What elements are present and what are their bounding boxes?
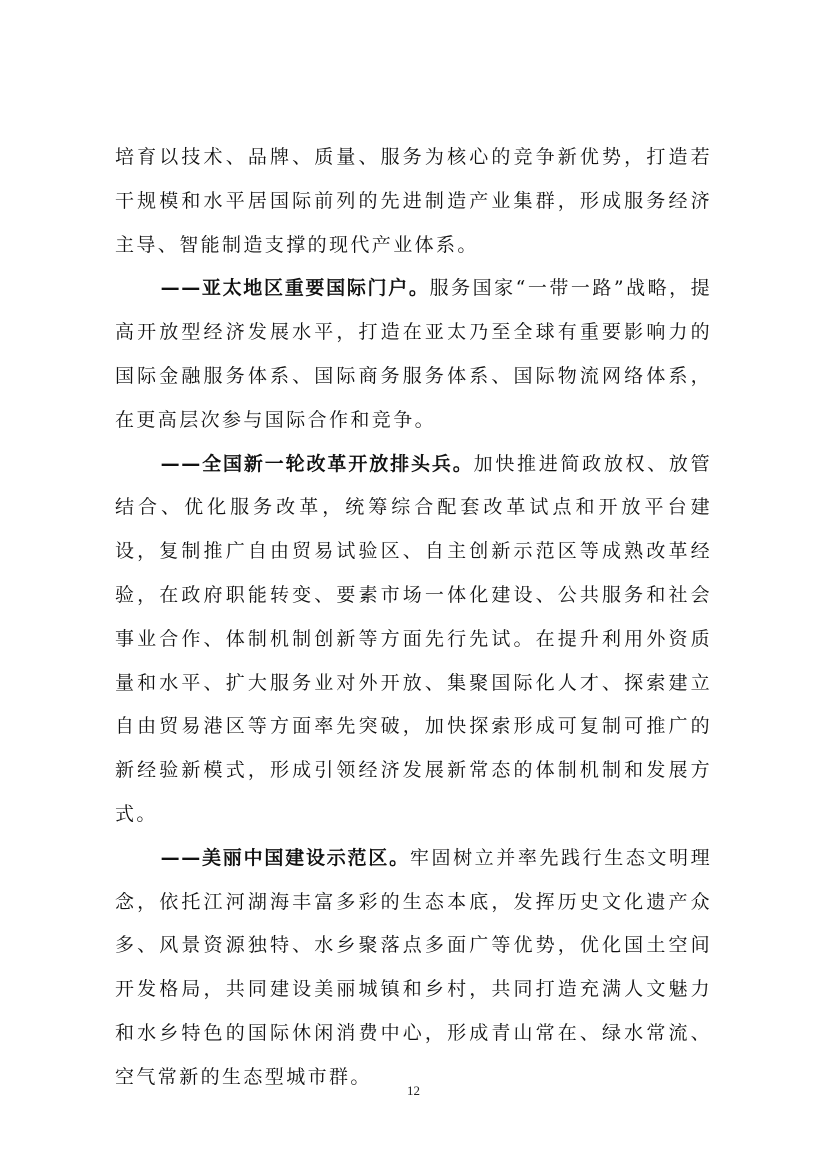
paragraph-reform-pioneer — [115, 443, 712, 837]
paragraph-continuation — [115, 136, 712, 267]
paragraph-text: 牢固树立并率先践行生态文明理念，依托江河湖海丰富多彩的生态本底，发挥历史文化遗产众多、风景资源独特、水乡聚落点多面广等优势，优化国土空间开发格局，共同建设美丽城镇和乡村，共同打造充满人文魅力和水乡特色的国际休闲消费中心，形成青山常在、绿水常流、空气常新的生态型城市群。 — [115, 846, 712, 1088]
paragraph-text: 加快推进简政放权、放管结合、优化服务改革，统筹综合配套改革试点和开放平台建设，复制推广自由贸易试验区、自主创新示范区等成熟改革经验，在政府职能转变、要素市场一体化建设、公共服务和社会事业合作、体制机制创新等方面先行先试。在提升利用外资质量和水平、扩大服务业对外开放、集聚国际化人才、探索建立自由贸易港区等方面率先突破，加快探索形成可复制可推广的新经验新模式，形成引领经济发展新常态的体制机制和发展方式。 — [115, 452, 712, 825]
paragraph-beautiful-china — [115, 837, 712, 1100]
paragraph-text: 服务国家“一带一路”战略，提高开放型经济发展水平，打造在亚太乃至全球有重要影响力的国际金融服务体系、国际商务服务体系、国际物流网络体系，在更高层次参与国际合作和竞争。 — [115, 277, 712, 431]
paragraph-asia-pacific-gateway — [115, 267, 712, 442]
section-heading: ——全国新一轮改革开放排头兵。 — [160, 452, 474, 475]
section-heading: ——美丽中国建设示范区。 — [160, 846, 410, 869]
body-text — [115, 136, 712, 1100]
paragraph-text: 培育以技术、品牌、质量、服务为核心的竞争新优势，打造若干规模和水平居国际前列的先进制造产业集群，形成服务经济主导、智能制造支撑的现代产业体系。 — [115, 146, 712, 256]
page-number: 12 — [407, 1083, 420, 1098]
section-heading: ——亚太地区重要国际门户。 — [160, 277, 430, 300]
